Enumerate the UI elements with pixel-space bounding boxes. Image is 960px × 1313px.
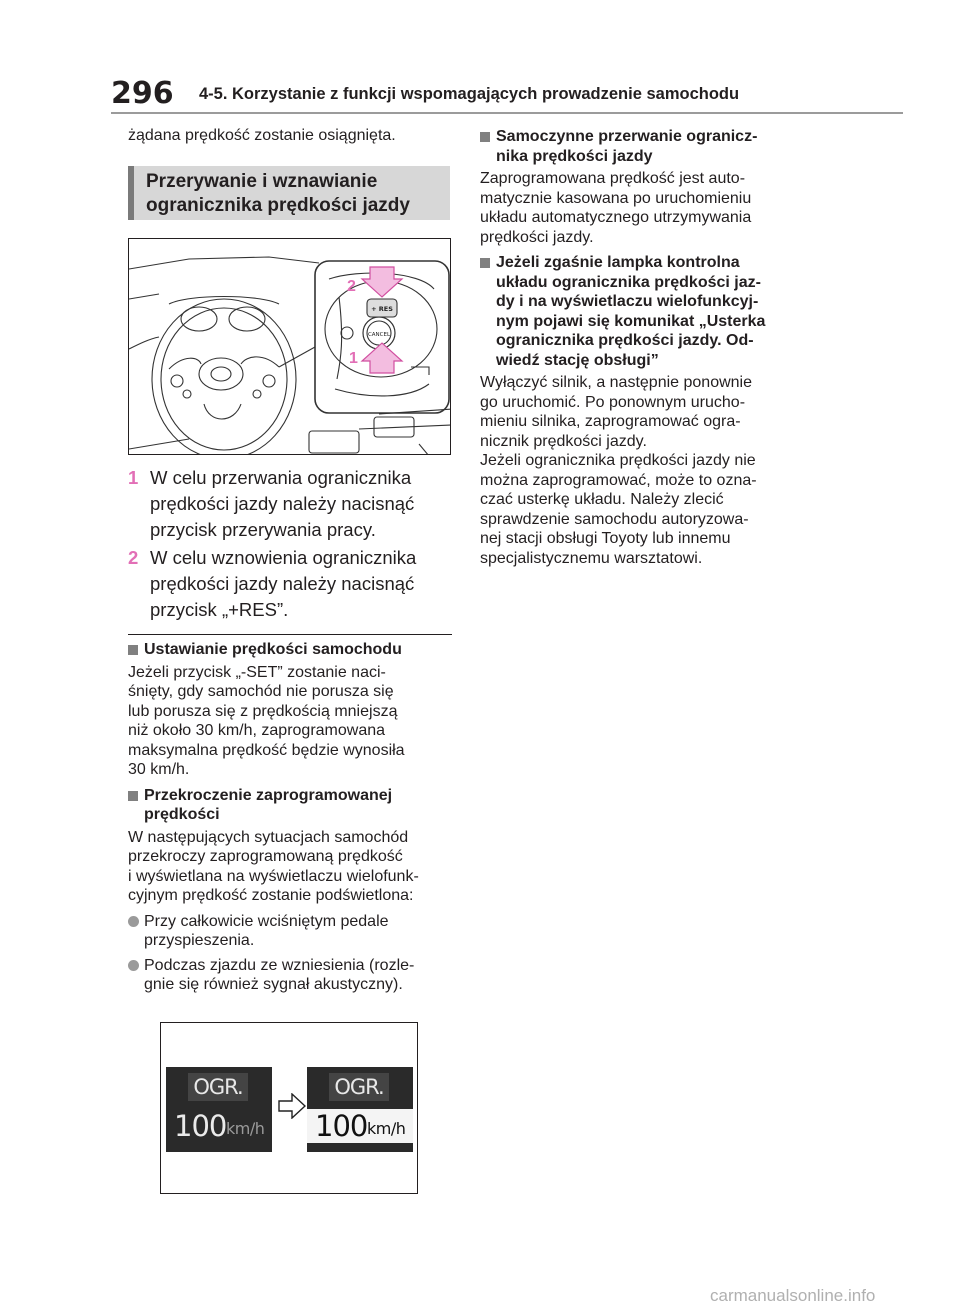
cancel-label: CANCEL <box>367 332 391 338</box>
steering-wheel-illustration <box>128 238 451 455</box>
res-label: + RES <box>371 305 393 313</box>
header-divider <box>111 112 903 114</box>
steering-wheel-drawing <box>129 239 451 455</box>
left-subsections <box>128 640 455 1000</box>
callout-1: 1 <box>349 350 358 367</box>
square-bullet-icon <box>480 132 490 142</box>
display-highlighted: OGR. 100 km/h <box>307 1067 413 1152</box>
section-divider <box>128 634 452 635</box>
subheading-auto-cancel: Samoczynne przerwanie ogranicz- nika prędkości jazdy <box>480 127 815 166</box>
page-number: 296 <box>111 76 174 111</box>
paragraph: Wyłączyć silnik, a następnie ponownie go uruchomić. Po ponownym urucho- mieniu silnika, zaprogramować ogra- nicznik prędkości jazdy. Jeżeli ogranicznika prędkości jazdy nie można zaprogramować, może to ozna- czać usterkę układu. Należy zlecić sprawdzenie samochodu autoryzowa- nej stacji obsługi Toyoty lub innemu specjalistycznemu warsztatowi. <box>480 374 757 567</box>
paragraph: W następujących sytuacjach samochód przekroczy zaprogramowaną prędkość i wyświetlana na wyświetlaczu wielofunk- cyjnym prędkość zostanie podświetlona: <box>128 828 419 904</box>
square-bullet-icon <box>128 791 138 801</box>
display-normal: OGR. 100 km/h <box>166 1067 272 1152</box>
step-2: 2 W celu wznowienia ogranicznika prędkości jazdy należy nacisnąć przycisk „+RES”. <box>128 547 417 620</box>
subheading-exceeding-speed: Przekroczenie zaprogramowanej prędkości <box>128 786 455 825</box>
subheading-speed-setting: Ustawianie prędkości samochodu <box>128 640 455 660</box>
step-1: 1 W celu przerwania ogranicznika prędkości jazdy należy nacisnąć przycisk przerywania pracy. <box>128 467 415 540</box>
paragraph: Jeżeli przycisk „-SET” zostanie naci- śnięty, gdy samochód nie porusza się lub porusza się z prędkością mniejszą niż około 30 km/h, zaprogramowana maksymalna prędkość będzie wynosiła 30 km/h. <box>128 663 405 778</box>
list-item: Przy całkowicie wciśniętym pedale przyspieszenia. <box>128 912 455 951</box>
callout-2: 2 <box>347 278 356 295</box>
right-column <box>480 127 815 574</box>
section-title: Przerywanie i wznawianie ogranicznika prędkości jazdy <box>128 166 450 220</box>
circle-bullet-icon <box>128 916 139 927</box>
page-header <box>0 76 960 111</box>
circle-bullet-icon <box>128 960 139 971</box>
subheading-warning-light: Jeżeli zgaśnie lampka kontrolna układu ogranicznika prędkości jaz- dy i na wyświetlaczu wielofunkcyj- nym pojawi się komunikat „Usterka ogranicznika prędkości jazdy. Od- wiedź stację obsługi” <box>480 253 815 370</box>
arrow-right-icon <box>278 1093 306 1119</box>
list-item: Podczas zjazdu ze wzniesienia (rozle- gnie się również sygnał akustyczny). <box>128 956 455 995</box>
chapter-title: 4-5. Korzystanie z funkcji wspomagających prowadzenie samochodu <box>199 85 740 103</box>
intro-text: żądana prędkość zostanie osiągnięta. <box>128 127 396 144</box>
paragraph: Zaprogramowana prędkość jest auto- matycznie kasowana po uruchomieniu układu automatycznego utrzymywania prędkości jazdy. <box>480 170 752 246</box>
arrow-icon <box>362 267 402 373</box>
watermark[interactable]: carmanualsonline.info <box>710 1286 876 1305</box>
display-illustration <box>160 1022 418 1194</box>
square-bullet-icon <box>128 645 138 655</box>
square-bullet-icon <box>480 258 490 268</box>
